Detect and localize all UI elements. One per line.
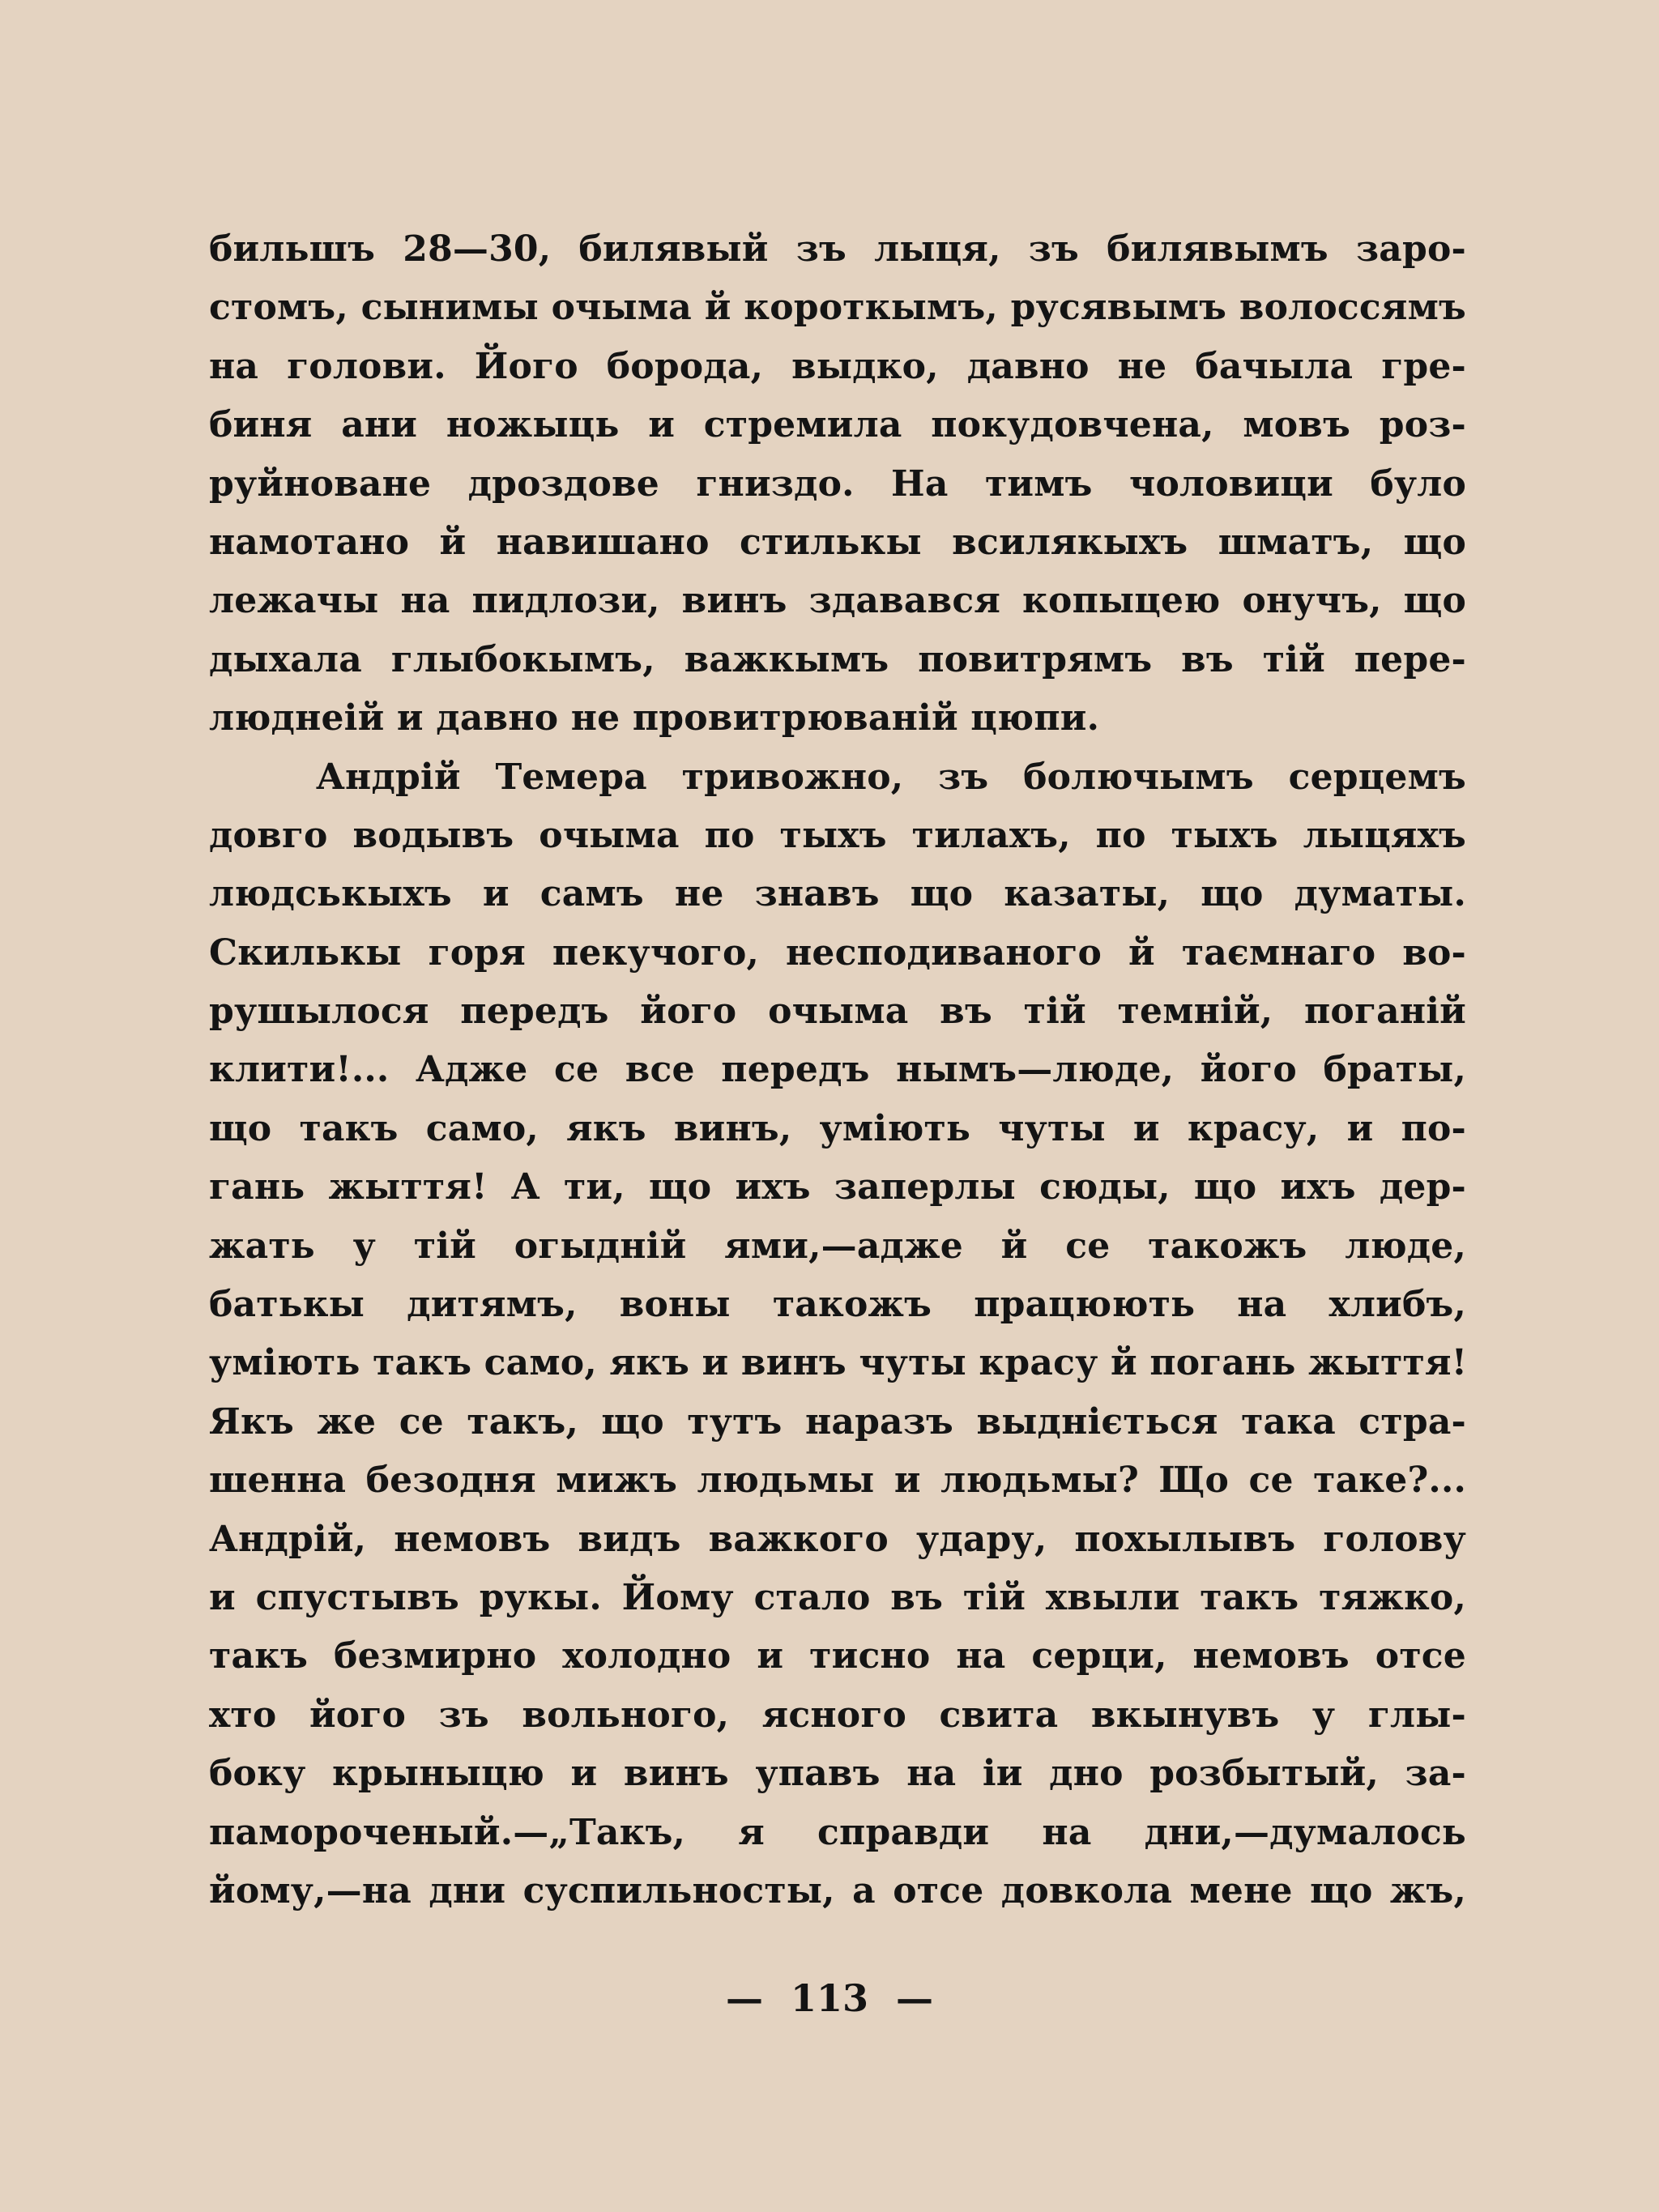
text-line: жать у тій огыдній ями,—адже й се такожъ люде, — [209, 1225, 1466, 1267]
text-line: Якъ же се такъ, що тутъ наразъ выдніється така стра- — [209, 1400, 1466, 1443]
text-line: памороченый.—„Такъ, я справди на дни,—думалось — [209, 1811, 1466, 1853]
text-line: люднеій и давно не провитрюваній цюпи. — [209, 697, 1100, 739]
text-line: стомъ, сынимы очыма й короткымъ, русявымъ волоссямъ — [209, 287, 1466, 329]
text-line: уміють такъ само, якъ и винъ чуты красу й погань жыття! — [209, 1342, 1468, 1384]
text-line: людськыхъ и самъ не знавъ що казаты, що думаты. — [209, 873, 1466, 915]
text-line: шенна безодня мижъ людьмы и людьмы? Що се таке?... — [209, 1460, 1466, 1502]
text-line: такъ безмирно холодно и тисно на серци, немовъ отсе — [209, 1635, 1466, 1677]
text-line: лежачы на пидлози, винъ здавався копыцею онучъ, що — [209, 580, 1466, 622]
text-line: Андрій Темера тривожно, зъ болючымъ серцемъ — [316, 756, 1466, 798]
text-line: що такъ само, якъ винъ, уміють чуты и красу, и по- — [209, 1107, 1466, 1149]
body-text — [209, 220, 1466, 1920]
text-line: дыхала глыбокымъ, важкымъ повитрямъ въ тій пере- — [209, 638, 1466, 680]
text-line: руйноване дроздове гниздо. На тимъ чоловици було — [209, 462, 1466, 505]
text-line: гань жыття! А ти, що ихъ заперлы сюды, що ихъ дер- — [209, 1166, 1466, 1208]
text-line: боку крыныцю и винъ упавъ на іи дно розбытый, за- — [209, 1753, 1466, 1795]
text-line: Скилькы горя пекучого, несподиваного й таємнаго во- — [209, 931, 1466, 974]
text-line: довго водывъ очыма по тыхъ тилахъ, по тыхъ лыцяхъ — [209, 814, 1466, 856]
text-line: и спустывъ рукы. Йому стало въ тій хвыли такъ тяжко, — [209, 1576, 1466, 1618]
text-line: Андрій, немовъ видъ важкого удару, похылывъ голову — [209, 1518, 1466, 1560]
text-line: хто його зъ вольного, ясного свита вкынувъ у глы- — [209, 1694, 1466, 1736]
text-line: на голови. Його борода, выдко, давно не бачыла гре- — [209, 345, 1466, 387]
text-line: бильшъ 28—30, билявый зъ лыця, зъ билявымъ заро- — [209, 228, 1466, 270]
text-line: намотано й навишано стилькы всилякыхъ шматъ, що — [209, 521, 1466, 563]
text-line: рушылося передъ його очыма въ тій темній, поганій — [209, 991, 1466, 1033]
text-line: батькы дитямъ, воны такожъ працюють на хлибъ, — [209, 1284, 1466, 1326]
text-line: биня ани ножыць и стремила покудовчена, мовъ роз- — [209, 404, 1466, 446]
page-number: — 113 — — [725, 1976, 934, 2020]
text-line: йому,—на дни суспильносты, а отсе довкола мене що жъ, — [209, 1869, 1466, 1912]
text-line: клити!... Адже се все передъ нымъ—люде, його браты, — [209, 1049, 1466, 1091]
